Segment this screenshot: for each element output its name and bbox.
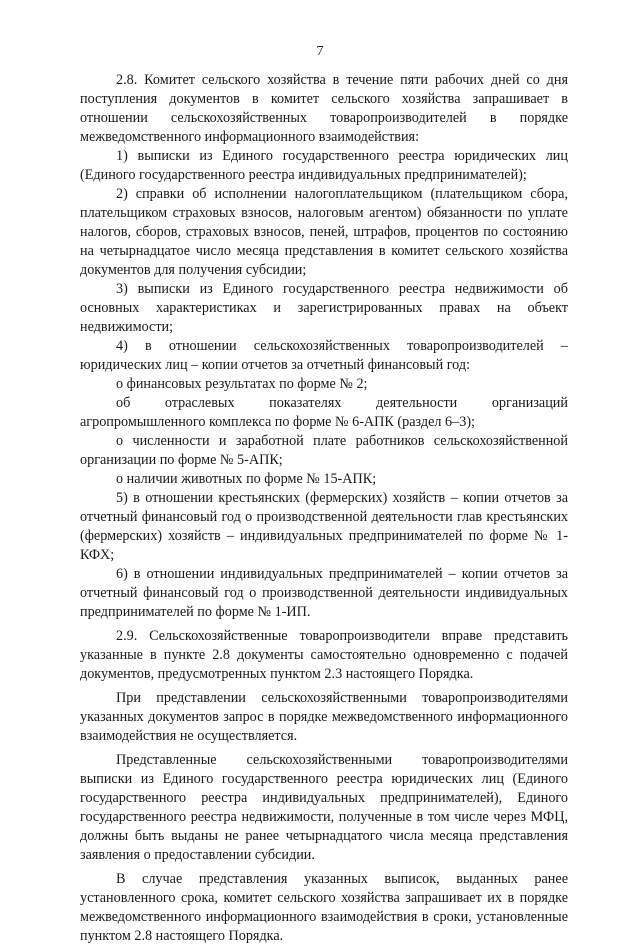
list-item-1: 1) выписки из Единого государственного реестра юридических лиц (Единого государственного реестра индивидуальных предпринимателей); bbox=[80, 148, 568, 183]
paragraph-no-request: При представлении сельскохозяйственными товаропроизводителями указанных документов запрос в порядке межведомственного информационного взаимодействия не осуществляется. bbox=[80, 690, 568, 744]
sub-item-form-5-apk: о численности и заработной плате работников сельскохозяйственной организации по форме № 5-АПК; bbox=[80, 433, 568, 468]
sub-item-form-2: о финансовых результатах по форме № 2; bbox=[116, 376, 368, 392]
paragraph-early-extracts: В случае представления указанных выписок, выданных ранее установленного срока, комитет сельского хозяйства запрашивает их в порядке межведомственного информационного взаимодействия в сроки, установленные пунктом 2.8 настоящего Порядка. bbox=[80, 871, 568, 944]
list-item-2: 2) справки об исполнении налогоплательщиком (плательщиком сбора, плательщиком страховых взносов, налоговым агентом) обязанности по уплате налогов, сборов, страховых взносов, пеней, штрафов, процентов по состоянию на четырнадцатое число месяца представления в комитет сельского хозяйства документов для получения субсидии; bbox=[80, 186, 568, 278]
paragraph-2-8: 2.8. Комитет сельского хозяйства в течение пяти рабочих дней со дня поступления документов в комитет сельского хозяйства запрашивает в отношении сельскохозяйственных товаропроизводителей в порядке межведомственного информационного взаимодействия: bbox=[80, 72, 568, 145]
paragraph-extracts-validity: Представленные сельскохозяйственными товаропроизводителями выписки из Единого государственного реестра юридических лиц (Единого государственного реестра индивидуальных предпринимателей), Единого государственного реестра недвижимости, полученные в том числе через МФЦ, должны быть выданы не ранее четырнадцатого числа месяца представления заявления о предоставлении субсидии. bbox=[80, 752, 568, 863]
list-item-6: 6) в отношении индивидуальных предпринимателей – копии отчетов за отчетный финансовый год о производственной деятельности индивидуальных предпринимателей по форме № 1-ИП. bbox=[80, 566, 568, 620]
list-item-3: 3) выписки из Единого государственного реестра недвижимости об основных характеристиках и зарегистрированных правах на объект недвижимости; bbox=[80, 281, 568, 335]
list-item-4: 4) в отношении сельскохозяйственных товаропроизводителей – юридических лиц – копии отчетов за отчетный финансовый год: bbox=[80, 338, 568, 373]
sub-item-form-15-apk: о наличии животных по форме № 15-АПК; bbox=[116, 471, 377, 487]
list-item-5: 5) в отношении крестьянских (фермерских) хозяйств – копии отчетов за отчетный финансовый год о производственной деятельности глав крестьянских (фермерских) хозяйств – индивидуальных предпринимателей по форме № 1-КФХ; bbox=[80, 490, 568, 563]
page-number: 7 bbox=[316, 44, 324, 59]
sub-item-form-6-apk: об отраслевых показателях деятельности организаций агропромышленного комплекса по форме № 6-АПК (раздел 6–3); bbox=[80, 395, 568, 430]
paragraph-2-9: 2.9. Сельскохозяйственные товаропроизводители вправе представить указанные в пункте 2.8 документы самостоятельно одновременно с подачей документов, предусмотренных пунктом 2.3 настоящего Порядка. bbox=[80, 628, 568, 682]
document-body bbox=[80, 71, 568, 946]
